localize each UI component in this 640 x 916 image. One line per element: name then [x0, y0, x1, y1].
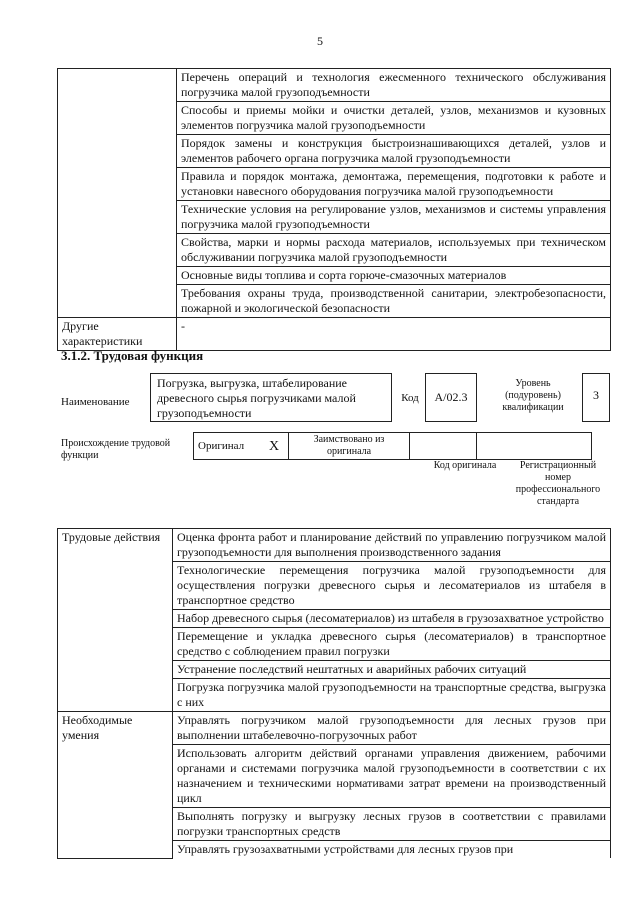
skill-item: Использовать алгоритм действий органами управления движением, рабочими органами и системами погрузчика малой грузоподъемности в соответствии с их назначением и техническими нормативами затрат времени на производственный цикл	[173, 745, 611, 808]
level-label: Уровень (подуровень) квалификации	[502, 378, 564, 413]
skill-item: Управлять погрузчиком малой грузоподъемности для лесных грузов при выполнении штабелевочно-погрузочных работ	[173, 712, 611, 745]
origin-label: Происхождение трудовой функции	[61, 438, 171, 461]
knowledge-item: Основные виды топлива и сорта горюче-смазочных материалов	[177, 267, 611, 285]
labor-action-item: Перемещение и укладка древесного сырья (лесоматериалов) в транспортное средство с соблюдением правил погрузки	[173, 628, 611, 661]
knowledge-item: Способы и приемы мойки и очистки деталей, узлов, механизмов и кузовных элементов погрузчика малой грузоподъемности	[177, 102, 611, 135]
code-caption: Код оригинала	[433, 460, 497, 471]
knowledge-item: Правила и порядок монтажа, демонтажа, перемещения, подготовки к работе и установки навесного оборудования погрузчика малой грузоподъемности	[177, 168, 611, 201]
labor-action-item: Технологические перемещения погрузчика малой грузоподъемности для осуществления погрузки древесного сырья и лесоматериалов из штабеля в транспортное средство	[173, 562, 611, 610]
section-title: 3.1.2. Трудовая функция	[61, 348, 204, 363]
labor-action-item: Набор древесного сырья (лесоматериалов) из штабеля в грузозахватное устройство	[173, 610, 611, 628]
borrowed-label: Заимствовано из оригинала	[289, 433, 410, 460]
skill-item: Управлять грузозахватными устройствами для лесных грузов при	[173, 841, 611, 859]
reg-number-cell	[477, 433, 592, 460]
page-number: 5	[317, 34, 323, 48]
labor-actions-label: Трудовые действия	[58, 529, 173, 712]
knowledge-item: Перечень операций и технология ежесменного технического обслуживания погрузчика малой грузоподъемности	[177, 69, 611, 102]
labor-action-item: Оценка фронта работ и планирование действий по управлению погрузчиком малой грузоподъемности для выполнения производственного задания	[173, 529, 611, 562]
reg-caption: Регистрационный номер профессионального стандарта	[515, 460, 601, 507]
qualification-level-box: 3	[582, 373, 610, 422]
knowledge-item: Свойства, марки и нормы расхода материалов, используемых при техническом обслуживании погрузчика малой грузоподъемности	[177, 234, 611, 267]
original-label: Оригинал	[194, 433, 261, 460]
function-code-box: А/02.3	[425, 373, 477, 422]
skills-label: Необходимые умения	[58, 712, 173, 859]
other-characteristics-value: -	[177, 318, 611, 351]
original-mark: X	[260, 433, 289, 460]
labor-action-item: Погрузка погрузчика малой грузоподъемности на транспортные средства, выгрузка с них	[173, 679, 611, 712]
empty-label-cell	[58, 69, 177, 318]
knowledge-item: Требования охраны труда, производственной санитарии, электробезопасности, пожарной и экологической безопасности	[177, 285, 611, 318]
name-label: Наименование	[61, 396, 130, 408]
knowledge-item: Технические условия на регулирование узлов, механизмов и системы управления погрузчика малой грузоподъемности	[177, 201, 611, 234]
origin-table	[193, 432, 592, 460]
labor-function-table	[57, 528, 611, 859]
knowledge-table	[57, 68, 611, 351]
labor-action-item: Устранение последствий нештатных и аварийных рабочих ситуаций	[173, 661, 611, 679]
other-characteristics-label: Другие характеристики	[58, 318, 177, 351]
skill-item: Выполнять погрузку и выгрузку лесных грузов в соответствии с правилами погрузки транспортных средств	[173, 808, 611, 841]
original-code-cell	[410, 433, 477, 460]
function-name-box: Погрузка, выгрузка, штабелирование древесного сырья погрузчиками малой грузоподъемности	[150, 373, 392, 422]
knowledge-item: Порядок замены и конструкция быстроизнашивающихся деталей, узлов и элементов рабочего органа погрузчика малой грузоподъемности	[177, 135, 611, 168]
code-label: Код	[401, 392, 419, 404]
